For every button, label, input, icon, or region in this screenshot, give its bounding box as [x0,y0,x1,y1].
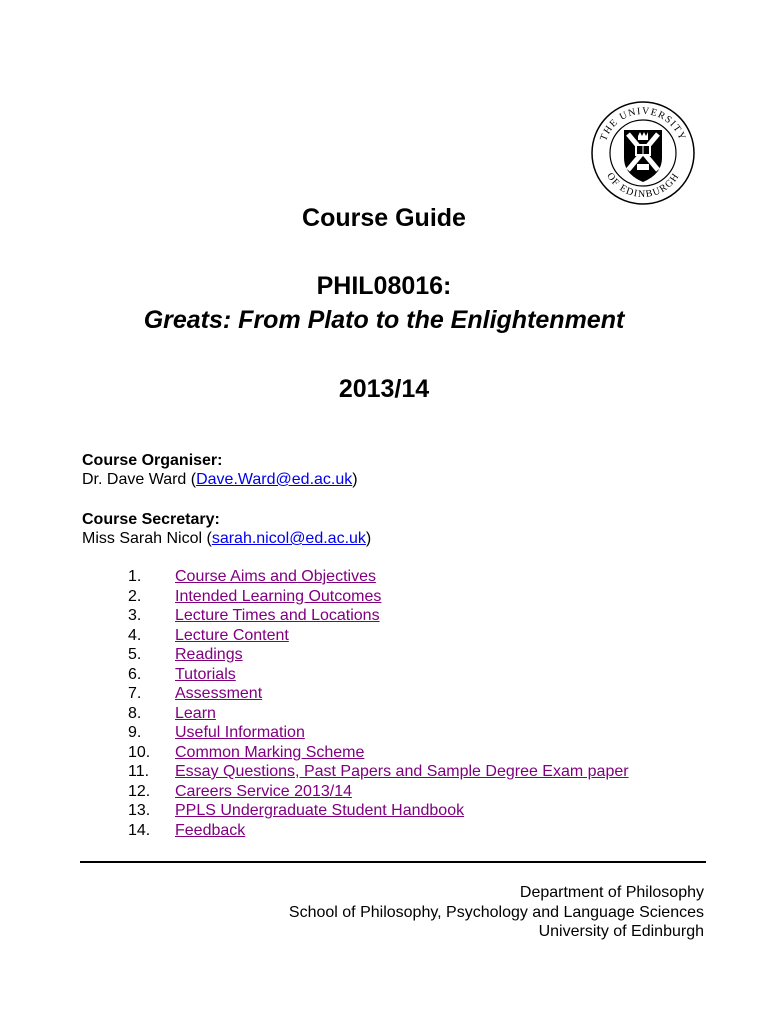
toc-link-lecture-content[interactable]: Lecture Content [175,626,289,644]
toc-item [128,801,629,821]
organiser-close-paren: ) [352,471,358,488]
course-name: Greats: From Plato to the Enlightenment [143,306,625,334]
document-heading: Course Guide [302,204,466,232]
toc-item [128,606,629,626]
toc-link-learn[interactable]: Learn [175,704,216,722]
toc-item [128,665,629,685]
toc-number: 4. [128,626,142,644]
toc-item [128,645,629,665]
toc-link-useful-information[interactable]: Useful Information [175,724,305,741]
toc-link-learning-outcomes[interactable]: Intended Learning Outcomes [175,587,382,605]
toc-link-student-handbook[interactable]: PPLS Undergraduate Student Handbook [175,802,465,819]
toc-item [128,587,629,607]
toc-number: 10. [128,743,151,761]
university-crest-logo [590,100,696,206]
course-organiser-block [82,451,358,489]
toc-number: 2. [128,587,142,605]
toc-link-feedback[interactable]: Feedback [175,821,246,839]
toc-item [128,762,629,782]
toc-item [128,821,629,841]
toc-number: 8. [128,704,142,722]
organiser-email-link[interactable]: Dave.Ward@ed.ac.uk [196,471,353,488]
school-name: School of Philosophy, Psychology and Language Sciences [288,903,704,921]
course-secretary-name: Miss Sarah Nicol ( [82,530,212,547]
toc-number: 1. [128,568,142,585]
course-year: 2013/14 [338,375,430,403]
department-footer [289,883,704,942]
course-code: PHIL08016: [316,272,452,300]
toc-link-assessment[interactable]: Assessment [175,685,263,702]
toc-item [128,723,629,743]
toc-link-tutorials[interactable]: Tutorials [175,665,236,683]
toc-link-readings[interactable]: Readings [175,646,243,663]
course-organiser-name: Dr. Dave Ward ( [82,471,197,488]
toc-number: 3. [128,607,142,624]
university-name: University of Edinburgh [538,923,704,940]
toc-link-marking-scheme[interactable]: Common Marking Scheme [175,743,365,761]
secretary-email-link[interactable]: sarah.nicol@ed.ac.uk [211,530,366,547]
svg-text:OF EDINBURGH: OF EDINBURGH [604,170,682,201]
toc-item [128,743,629,763]
toc-number: 5. [128,646,142,663]
course-secretary-label: Course Secretary: [82,511,220,528]
toc-number: 6. [128,665,142,683]
toc-number: 7. [128,685,142,702]
toc-item [128,684,629,704]
course-secretary-block [82,510,371,548]
toc-link-lecture-times[interactable]: Lecture Times and Locations [175,607,380,624]
toc-number: 13. [128,802,151,819]
department-name: Department of Philosophy [519,884,704,901]
footer-divider [80,861,706,863]
toc-item [128,704,629,724]
toc-number: 14. [128,821,151,839]
toc-link-careers-service[interactable]: Careers Service 2013/14 [175,782,352,800]
toc-link-essay-questions[interactable]: Essay Questions, Past Papers and Sample Degree Exam paper [175,763,629,780]
toc-item [128,626,629,646]
toc-number: 11. [128,763,150,780]
toc-number: 12. [128,782,151,800]
secretary-close-paren: ) [365,530,372,547]
svg-text:THE UNIVERSITY: THE UNIVERSITY [598,105,688,143]
toc-link-course-aims[interactable]: Course Aims and Objectives [175,568,376,585]
toc-number: 9. [128,724,142,741]
toc-item [128,782,629,802]
course-organiser-label: Course Organiser: [82,452,223,469]
toc-item [128,567,629,587]
table-of-contents [128,567,629,840]
